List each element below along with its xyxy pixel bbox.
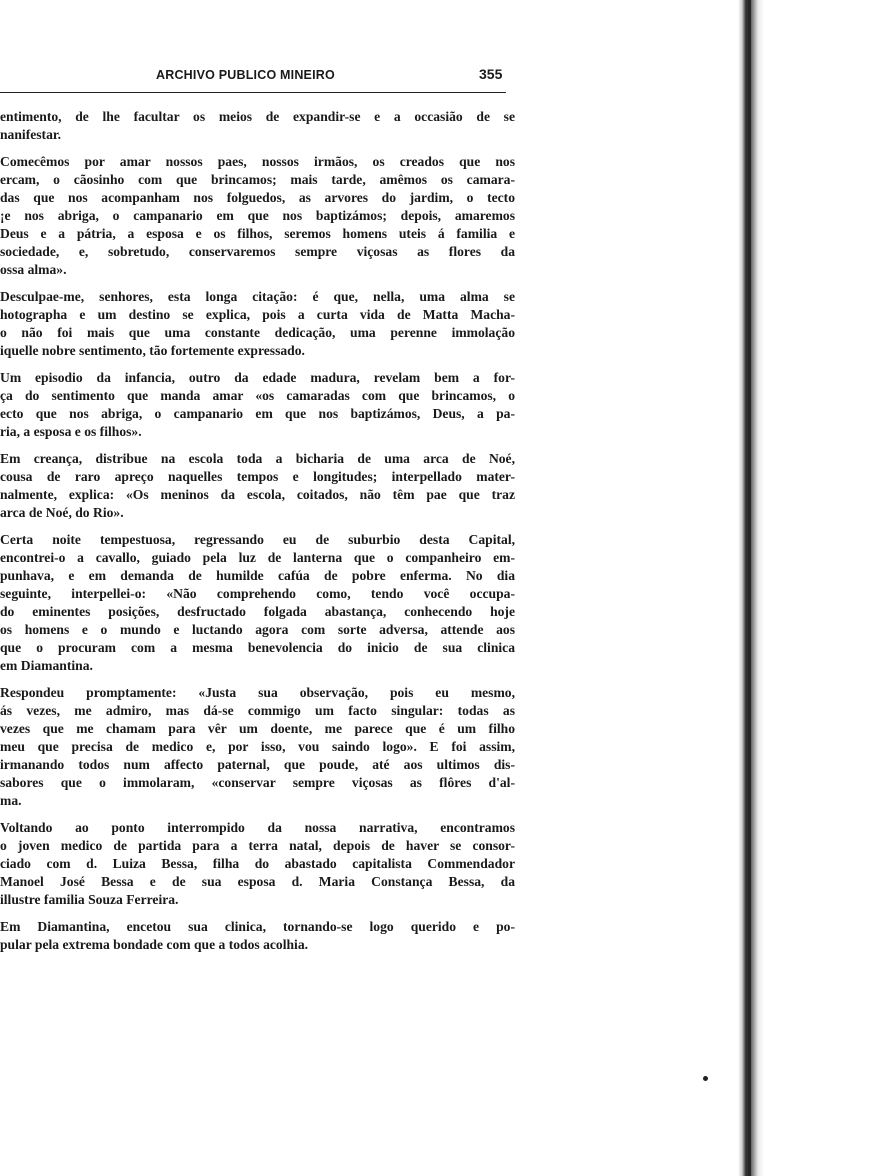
paragraph [0,450,515,522]
text-line: vezes que me chamam para vêr um doente, me parece que é um filho [0,721,515,736]
text-line: Voltando ao ponto interrompido da nossa narrativa, encontramos [0,820,515,835]
text-line: nalmente, explica: «Os meninos da escola, coitados, não têm pae que traz [0,487,515,502]
text-line: em Diamantina. [0,658,93,673]
text-line: entimento, de lhe facultar os meios de expandir-se e a occasião de se [0,109,515,124]
text-line: sabores que o immolaram, «conservar sempre viçosas as flôres d'al- [0,775,515,790]
text-line: arca de Noé, do Rio». [0,505,124,520]
text-line: iquelle nobre sentimento, tão fortemente expressado. [0,343,305,358]
header-rule [0,92,506,93]
text-line: ossa alma». [0,262,67,277]
paragraph [0,918,515,954]
text-line: nanifestar. [0,127,62,142]
text-line: Deus e a pátria, a esposa e os filhos, seremos homens uteis á familia e [0,226,515,241]
text-line: Respondeu promptamente: «Justa sua observação, pois eu mesmo, [0,685,515,700]
text-line: ercam, o cãosinho com que brincamos; mais tarde, amêmos os camara- [0,172,515,187]
text-line: sociedade, e, sobretudo, conservaremos sempre viçosas as flores da [0,244,515,259]
text-line: hotographa e um destino se explica, pois a curta vida de Matta Macha- [0,307,515,322]
text-line: encontrei-o a cavallo, guiado pela luz de lanterna que o companheiro em- [0,550,515,565]
text-line: do eminentes posições, desfructado folgada abastança, conhecendo hoje [0,604,515,619]
text-line: que o procuram com a mesma benevolencia do inicio de sua clinica [0,640,515,655]
running-title: ARCHIVO PUBLICO MINEIRO [156,68,335,82]
text-line: ciado com d. Luiza Bessa, filha do abastado capitalista Commendador [0,856,515,871]
running-header [0,66,510,90]
paragraph [0,369,515,441]
text-line: meu que precisa de medico e, por isso, vou saindo logo». E foi assim, [0,739,515,754]
text-line: ma. [0,793,22,808]
text-line: ecto que nos abriga, o campanario em que nos baptizámos, Deus, a pa- [0,406,515,421]
text-line: Em creança, distribue na escola toda a bicharia de uma arca de Noé, [0,451,515,466]
page-body [0,108,515,963]
text-line: Comecêmos por amar nossos paes, nossos irmãos, os creados que nos [0,154,515,169]
page-number: 355 [479,66,503,82]
text-line: Desculpae-me, senhores, esta longa citação: é que, nella, uma alma se [0,289,515,304]
text-line: os homens e o mundo e luctando agora com sorte adversa, attende aos [0,622,515,637]
text-line: Certa noite tempestuosa, regressando eu de suburbio desta Capital, [0,532,515,547]
text-line: illustre familia Souza Ferreira. [0,892,179,907]
text-line: cousa de raro apreço naquelles tempos e longitudes; interpellado mater- [0,469,515,484]
text-line: ça do sentimento que manda amar «os camaradas com que brincamos, o [0,388,515,403]
text-line: Um episodio da infancia, outro da edade madura, revelam bem a for- [0,370,515,385]
text-line: das que nos acompanham nos folguedos, as arvores do jardim, o tecto [0,190,515,205]
text-line: Em Diamantina, encetou sua clinica, tornando-se logo querido e po- [0,919,515,934]
paragraph [0,684,515,810]
text-line: ria, a esposa e os filhos». [0,424,142,439]
paragraph [0,819,515,909]
paragraph [0,288,515,360]
scan-speck [703,1076,708,1081]
paragraph [0,108,515,144]
text-line: seguinte, interpellei-o: «Não comprehendo como, tendo você occupa- [0,586,515,601]
text-line: irmanando todos num affecto paternal, que poude, até aos ultimos dis- [0,757,515,772]
text-line: ás vezes, me admiro, mas dá-se commigo um facto singular: todas as [0,703,515,718]
text-line: punhava, e em demanda de humilde cafúa de pobre enferma. No dia [0,568,515,583]
text-line: pular pela extrema bondade com que a todos acolhia. [0,937,309,952]
text-line: o não foi mais que uma constante dedicação, uma perenne immolação [0,325,515,340]
paragraph [0,531,515,675]
text-line: ¡e nos abriga, o campanario em que nos baptizámos; depois, amaremos [0,208,515,223]
text-line: o joven medico de partida para a terra natal, depois de haver se consor- [0,838,515,853]
paragraph [0,153,515,279]
text-line: Manoel José Bessa e de sua esposa d. Maria Constança Bessa, da [0,874,515,889]
binding-edge [748,0,751,1176]
